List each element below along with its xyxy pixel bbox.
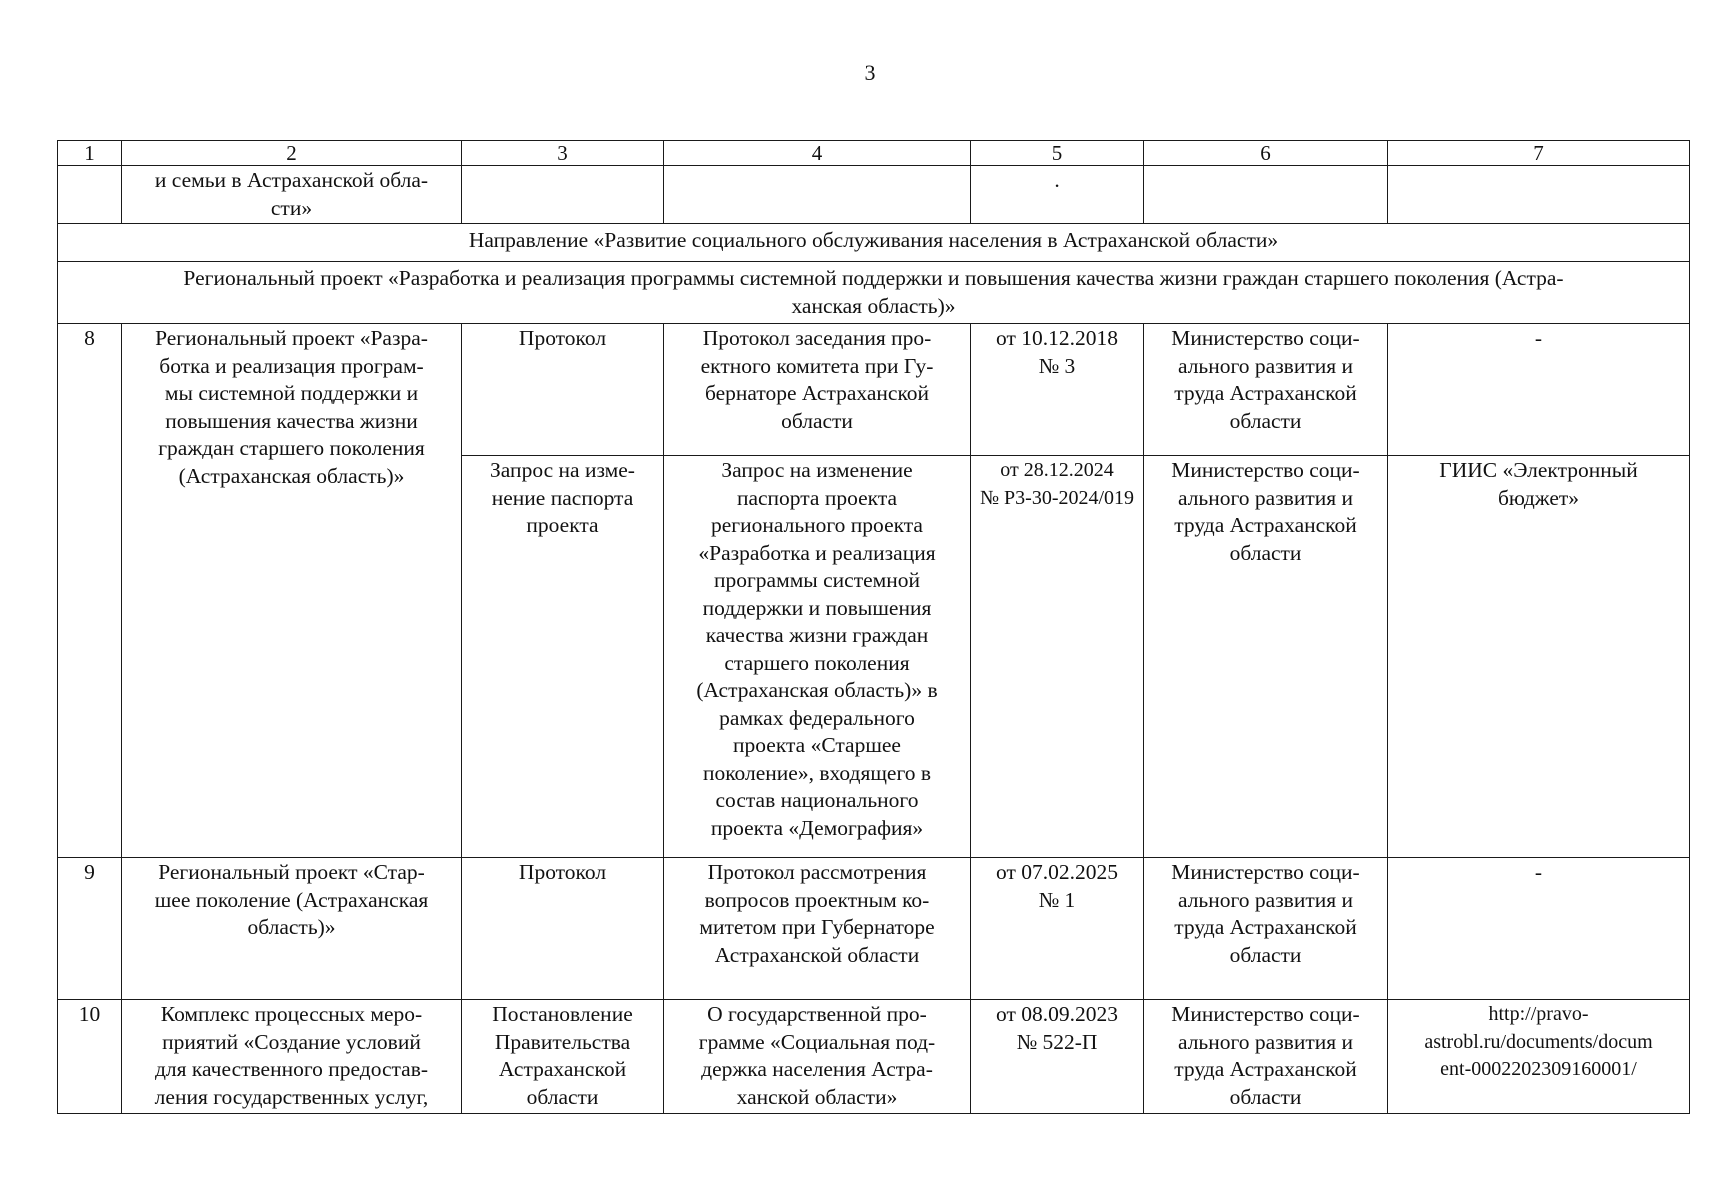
documents-table — [57, 140, 1690, 1114]
cell-type — [462, 166, 664, 224]
project-name: Региональный проект «Стар- шее поколение (Астраханская область)» — [122, 858, 462, 1000]
page-number: 3 — [864, 60, 876, 85]
document-type: Протокол — [462, 858, 664, 1000]
document-title: Протокол рассмотрения вопросов проектным ко- митетом при Губернаторе Астраханской области — [664, 858, 971, 1000]
section-project-row — [58, 262, 1690, 324]
document-organization: Министерство соци- ального развития и труда Астраханской области — [1144, 1000, 1388, 1114]
row-number: 8 — [58, 324, 122, 858]
cell-name: и семьи в Астраханской обла- сти» — [122, 166, 462, 224]
document-source: - — [1388, 858, 1690, 1000]
section-direction-row — [58, 224, 1690, 262]
column-number: 4 — [664, 141, 971, 166]
document-source: - — [1388, 324, 1690, 456]
document-title: О государственной про- грамме «Социальная под- держка населения Астра- ханской области» — [664, 1000, 971, 1114]
section-project: Региональный проект «Разработка и реализация программы системной поддержки и повышения качества жизни граждан старшего поколения (Астра- ханская область)» — [58, 262, 1690, 324]
document-type: Запрос на изме- нение паспорта проекта — [462, 456, 664, 858]
cell-source — [1388, 166, 1690, 224]
document-date: от 07.02.2025 № 1 — [971, 858, 1144, 1000]
column-number-row — [58, 141, 1690, 166]
document-type: Протокол — [462, 324, 664, 456]
cell-num — [58, 166, 122, 224]
document-source: ГИИС «Электронный бюджет» — [1388, 456, 1690, 858]
document-date: от 28.12.2024 № Р3-30-2024/019 — [971, 456, 1144, 858]
document-type: Постановление Правительства Астраханской области — [462, 1000, 664, 1114]
document-title: Протокол заседания про- ектного комитета при Гу- бернаторе Астраханской области — [664, 324, 971, 456]
table-row — [58, 1000, 1690, 1114]
column-number: 5 — [971, 141, 1144, 166]
document-date: от 08.09.2023 № 522-П — [971, 1000, 1144, 1114]
document-date: от 10.12.2018 № 3 — [971, 324, 1144, 456]
column-number: 6 — [1144, 141, 1388, 166]
column-number: 1 — [58, 141, 122, 166]
row-number: 9 — [58, 858, 122, 1000]
project-name: Региональный проект «Разра- ботка и реализация програм- мы системной поддержки и повышения качества жизни граждан старшего поколения (Астраханская область)» — [122, 324, 462, 858]
column-number: 3 — [462, 141, 664, 166]
cell-title — [664, 166, 971, 224]
document-title: Запрос на изменение паспорта проекта регионального проекта «Разработка и реализация программы системной поддержки и повышения качества жизни граждан старшего поколения (Астраханская область)» в рамках федерального проекта «Старшее поколение», входящего в состав национального проекта «Демография» — [664, 456, 971, 858]
document-organization: Министерство соци- ального развития и труда Астраханской области — [1144, 324, 1388, 456]
continuation-row — [58, 166, 1690, 224]
column-number: 7 — [1388, 141, 1690, 166]
row-number: 10 — [58, 1000, 122, 1114]
cell-org — [1144, 166, 1388, 224]
document-organization: Министерство соци- ального развития и труда Астраханской области — [1144, 858, 1388, 1000]
column-number: 2 — [122, 141, 462, 166]
cell-date: . — [971, 166, 1144, 224]
section-direction: Направление «Развитие социального обслуживания населения в Астраханской области» — [58, 224, 1690, 262]
table-row — [58, 858, 1690, 1000]
document-organization: Министерство соци- ального развития и труда Астраханской области — [1144, 456, 1388, 858]
table-row — [58, 324, 1690, 456]
document-source: http://pravo- astrobl.ru/documents/docum ent-0002202309160001/ — [1388, 1000, 1690, 1114]
project-name: Комплекс процессных меро- приятий «Создание условий для качественного предостав- ления государственных услуг, — [122, 1000, 462, 1114]
